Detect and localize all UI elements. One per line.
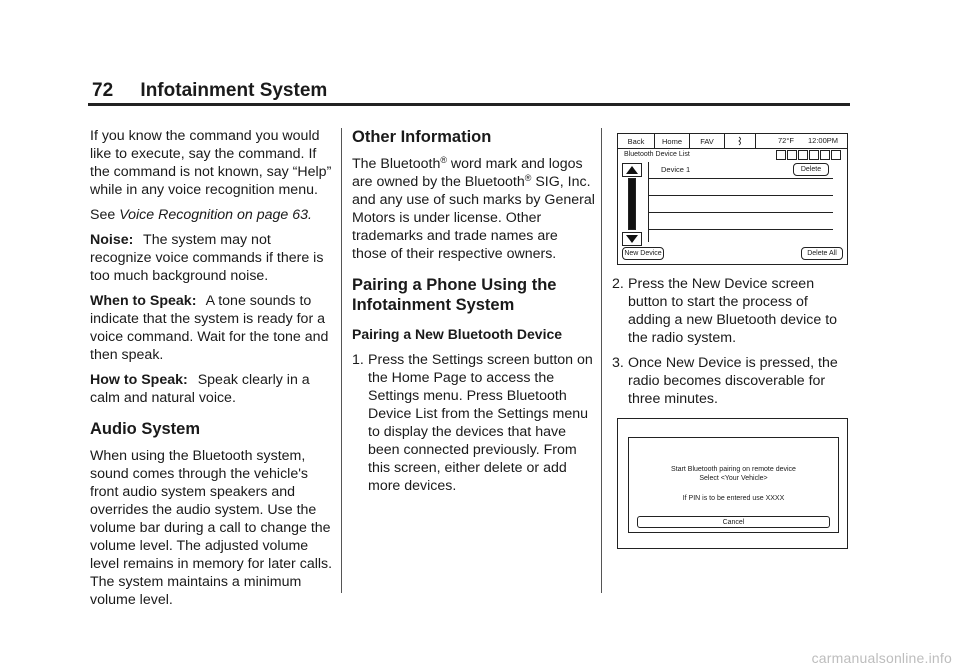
paragraph-trademark — [352, 155, 596, 263]
status-icon — [831, 150, 841, 160]
cancel-button[interactable]: Cancel — [637, 516, 830, 528]
fav-button[interactable]: FAV — [690, 134, 725, 148]
new-device-button[interactable]: New Device — [622, 247, 664, 260]
step-text: Press the Settings screen button on the Home Page to access the Settings menu. Press Bluetooth Device List from the Settings menu to display the devices that have been connected previously. From this screen, either delete or add more devices. — [368, 352, 593, 494]
status-icon — [798, 150, 808, 160]
paragraph-when — [90, 292, 334, 364]
status-icons — [776, 150, 841, 160]
watermark: carmanualsonline.info — [811, 650, 952, 666]
step-number: 1. — [352, 352, 364, 368]
paragraph-how — [90, 371, 334, 407]
page-title: Infotainment System — [140, 80, 328, 101]
column-middle — [352, 127, 596, 502]
paragraph-noise — [90, 231, 334, 285]
page-header — [92, 80, 327, 102]
voice-icon[interactable] — [725, 134, 756, 148]
scroll-down-button[interactable] — [622, 232, 642, 246]
step-text: Press the New Device screen button to start the process of adding a new Bluetooth device to the radio system. — [628, 276, 838, 346]
audio-heading: Audio System — [90, 420, 201, 438]
status-icon — [820, 150, 830, 160]
step-3 — [612, 354, 852, 408]
status-icon — [787, 150, 797, 160]
status-icon — [776, 150, 786, 160]
scrollbar[interactable] — [628, 178, 636, 230]
when-text: A tone sounds to indicate that the system is ready for a voice command. Wait for the tone and then speak. — [90, 293, 329, 363]
header-rule — [88, 103, 850, 106]
list-item[interactable] — [649, 213, 833, 230]
trademark-text-2: word mark and logos are owned by the Bluetooth — [352, 156, 583, 190]
delete-all-button[interactable]: Delete All — [801, 247, 843, 260]
bluetooth-device-list-screen — [617, 133, 848, 265]
column-left — [90, 127, 334, 616]
step-number: 2. — [612, 276, 624, 292]
noise-label: Noise: — [90, 232, 134, 248]
pairing-subheading: Pairing a New Bluetooth Device — [352, 326, 563, 342]
column-right — [612, 275, 852, 415]
step-number: 3. — [612, 355, 624, 371]
status-icon — [809, 150, 819, 160]
step-2 — [612, 275, 852, 347]
paragraph-commands: If you know the command you would like to execute, say the command. If the command is not known, say “Help” while in any voice recognition menu. — [90, 128, 332, 198]
list-item[interactable] — [649, 230, 833, 246]
list-item[interactable] — [649, 179, 833, 196]
device-list — [648, 162, 833, 242]
temperature-readout: 72°F — [778, 136, 794, 145]
pairing-instruction: Start Bluetooth pairing on remote device — [671, 466, 796, 473]
screen-title: Bluetooth Device List — [624, 151, 690, 158]
how-text: Speak clearly in a calm and natural voice. — [90, 372, 310, 406]
paragraph-see — [90, 206, 334, 224]
pairing-pin-text: If PIN is to be entered use XXXX — [682, 495, 785, 502]
back-button[interactable]: Back — [618, 134, 655, 148]
triangle-down-icon — [626, 235, 638, 243]
how-label: How to Speak: — [90, 372, 188, 388]
trademark-text-3: SIG, Inc. and any use of such marks by General Motors is under license. Other trademarks and trade names are those of their respective owners. — [352, 174, 595, 262]
registered-mark: ® — [524, 173, 532, 183]
when-label: When to Speak: — [90, 293, 197, 309]
registered-mark: ® — [440, 155, 447, 165]
home-button[interactable]: Home — [655, 134, 690, 148]
see-prefix: See — [90, 207, 116, 223]
paragraph-audio: When using the Bluetooth system, sound comes through the vehicle's front audio system speakers and overrides the audio system. Use the volume bar during a call to change the volume level. The adjusted volume level remains in memory for later calls. The system maintains a minimum volume level. — [90, 448, 333, 608]
list-item[interactable] — [649, 196, 833, 213]
other-heading: Other Information — [352, 128, 492, 146]
pairing-select-vehicle: Select <Your Vehicle> — [699, 475, 768, 482]
step-1 — [352, 351, 596, 495]
device-name: Device 1 — [661, 165, 691, 174]
list-item[interactable] — [649, 162, 833, 179]
delete-button[interactable]: Delete — [793, 163, 829, 176]
trademark-text-1: The Bluetooth — [352, 156, 441, 172]
step-text: Once New Device is pressed, the radio becomes discoverable for three minutes. — [628, 355, 838, 407]
see-reference-link[interactable]: Voice Recognition on page 63. — [119, 207, 312, 223]
column-divider — [341, 128, 342, 593]
pairing-heading: Pairing a Phone Using the Infotainment System — [352, 276, 557, 314]
pairing-dialog — [628, 437, 839, 533]
noise-text: The system may not recognize voice commands if there is too much background noise. — [90, 232, 324, 284]
column-divider — [601, 128, 602, 593]
page-number: 72 — [92, 80, 114, 101]
scroll-up-button[interactable] — [622, 163, 642, 177]
bluetooth-pairing-screen — [617, 418, 848, 549]
clock-readout: 12:00PM — [808, 136, 839, 145]
triangle-up-icon — [626, 166, 638, 174]
